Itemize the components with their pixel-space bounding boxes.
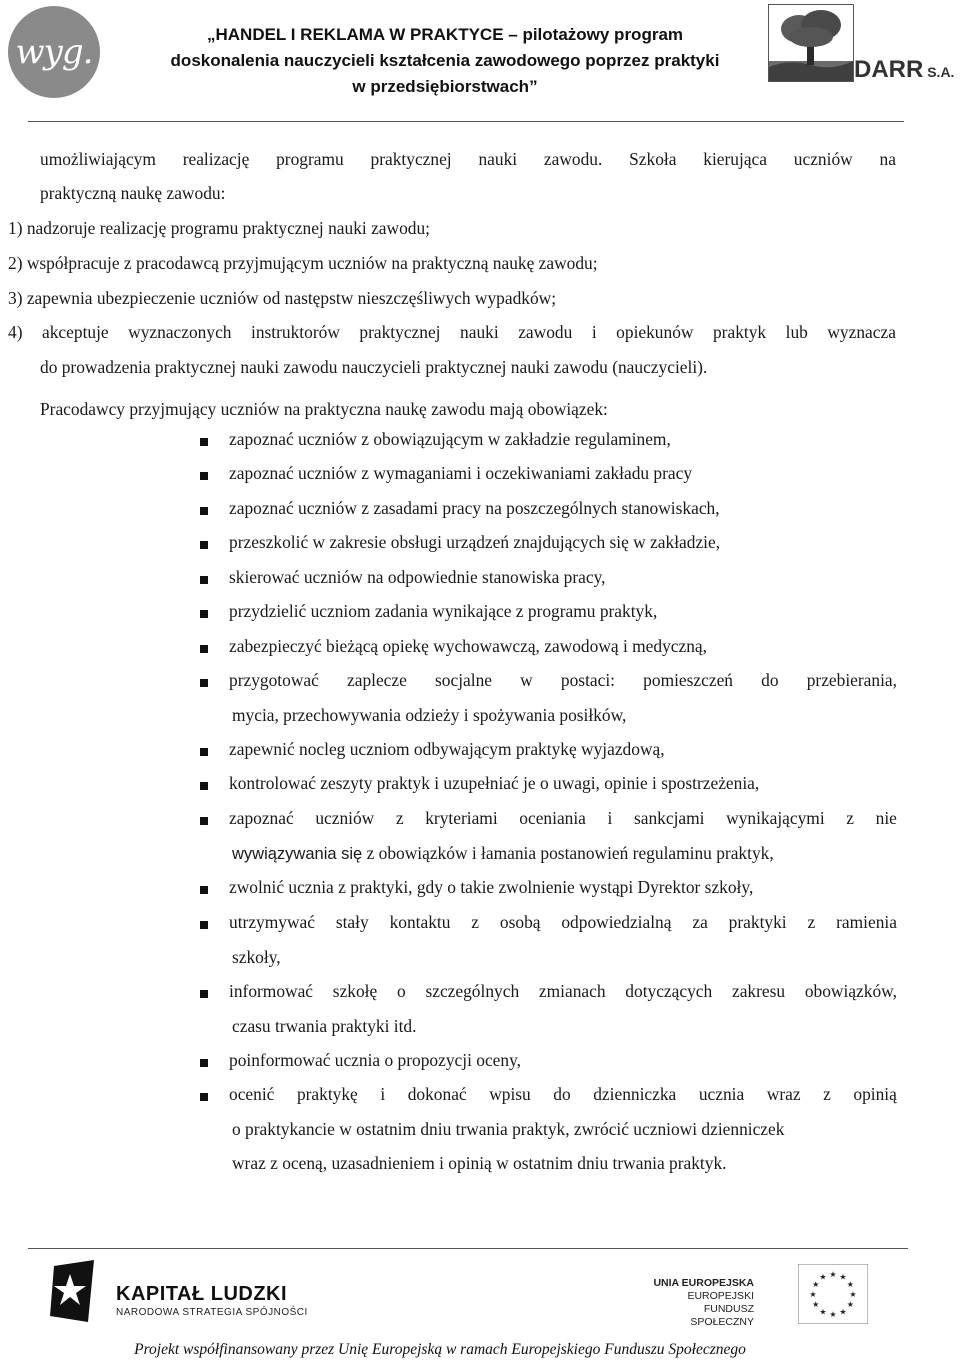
word: informować xyxy=(229,981,314,1001)
bullet-icon xyxy=(200,748,208,756)
header-title-line-2: doskonalenia nauczycieli kształcenia zawodowego poprzez praktyki xyxy=(170,51,720,70)
word: praktyki xyxy=(728,912,787,932)
word: praktycznej xyxy=(370,149,452,169)
bullet-icon xyxy=(200,1059,208,1067)
obligation-item-cont: mycia, przechowywania odzieży i spożywania posiłków, xyxy=(232,704,627,725)
word: i xyxy=(591,322,597,342)
bullet-icon xyxy=(200,610,208,618)
bullet-icon xyxy=(200,507,208,515)
obligation-item: poinformować ucznia o propozycji oceny, xyxy=(229,1050,521,1070)
word: wyznaczonych xyxy=(128,322,232,342)
word: wpisu xyxy=(489,1084,531,1104)
numbered-item-3: 3) zapewnia ubezpieczenie uczniów od następstw nieszczęśliwych wypadków; xyxy=(8,288,557,308)
eu-star-icon: ★ xyxy=(809,1290,817,1299)
word: lub xyxy=(785,322,808,342)
eu-star-icon: ★ xyxy=(829,1310,837,1319)
word: przygotować xyxy=(229,670,319,690)
eu-star-icon: ★ xyxy=(846,1300,854,1309)
word: i xyxy=(380,1084,386,1104)
word: wyznacza xyxy=(827,322,896,342)
word: akceptuje xyxy=(42,322,109,342)
obligation-item-cont: wraz z oceną, uzasadnieniem i opinią w ostatnim dniu trwania praktyk. xyxy=(232,1153,727,1173)
obligation-item xyxy=(229,981,897,1002)
footer-divider xyxy=(28,1248,908,1249)
word: wraz xyxy=(766,1084,801,1104)
word: socjalne xyxy=(435,670,492,690)
eu-star-icon: ★ xyxy=(839,1272,847,1282)
word: opiekunów xyxy=(616,322,694,342)
paragraph-line xyxy=(40,149,896,170)
word: dzienniczka xyxy=(593,1084,677,1104)
obligation-item: skierować uczniów na odpowiednie stanowiska pracy, xyxy=(229,567,606,587)
word: praktykę xyxy=(296,1084,358,1104)
word: nie xyxy=(875,808,897,828)
footer-note: Projekt współfinansowany przez Unię Europejską w ramach Europejskiego Funduszu Społecznego xyxy=(134,1341,746,1358)
word: zawodu. xyxy=(543,149,603,169)
word: zmianach xyxy=(538,981,606,1001)
obligation-item: przeszkolić w zakresie obsługi urządzeń znajdujących się w zakładzie, xyxy=(229,532,721,552)
darr-logo xyxy=(768,4,958,84)
word: obowiązków, xyxy=(804,981,897,1001)
eu-flag-icon xyxy=(798,1264,868,1324)
word: 4) xyxy=(8,322,23,342)
word: przebierania, xyxy=(806,670,897,690)
eu-star-icon: ★ xyxy=(839,1307,847,1317)
kapital-ludzki-star-icon xyxy=(48,1256,102,1328)
obligation-item: zapoznać uczniów z obowiązującym w zakładzie regulaminem, xyxy=(229,429,671,449)
obligation-item: przydzielić uczniom zadania wynikające z programu praktyk, xyxy=(229,601,658,621)
eu-star-icon: ★ xyxy=(846,1280,854,1289)
word: praktyk xyxy=(712,322,767,342)
word: uczniów xyxy=(315,808,375,828)
obligation-item: zabezpieczyć bieżącą opiekę wychowawczą, zawodową i medyczną, xyxy=(229,636,707,656)
eu-label-line-3: FUNDUSZ SPOŁECZNY xyxy=(690,1303,754,1328)
kapital-ludzki-title: KAPITAŁ LUDZKI xyxy=(116,1283,288,1305)
obligations-intro: Pracodawcy przyjmujący uczniów na praktyczna naukę zawodu mają obowiązek: xyxy=(40,399,608,419)
bullet-icon xyxy=(200,817,208,825)
obligation-item: zwolnić ucznia z praktyki, gdy o takie zwolnienie wystąpi Dyrektor szkoły, xyxy=(229,877,754,897)
obligation-item xyxy=(229,670,897,691)
bullet-icon xyxy=(200,1093,208,1101)
word: nauki xyxy=(478,149,518,169)
word: z xyxy=(807,912,816,932)
obligation-item-cont: czasu trwania praktyki itd. xyxy=(232,1015,417,1036)
word: realizację xyxy=(182,149,250,169)
word: zawodu xyxy=(518,322,573,342)
word: i xyxy=(607,808,613,828)
word: dokonać xyxy=(407,1084,467,1104)
word: postaci: xyxy=(560,670,615,690)
word: instruktorów xyxy=(251,322,340,342)
word: zapoznać xyxy=(229,808,294,828)
word: szczególnych xyxy=(425,981,520,1001)
obligation-item: zapoznać uczniów z zasadami pracy na poszczególnych stanowiskach, xyxy=(229,498,720,518)
word: zaplecze xyxy=(347,670,407,690)
bullet-icon xyxy=(200,782,208,790)
bullet-icon xyxy=(200,921,208,929)
word: zakresu xyxy=(731,981,786,1001)
word: z xyxy=(823,1084,831,1104)
word: ucznia xyxy=(698,1084,745,1104)
kapital-ludzki-subtitle: NARODOWA STRATEGIA SPÓJNOŚCI xyxy=(116,1307,308,1318)
word: w xyxy=(520,670,533,690)
word: sankcjami xyxy=(634,808,705,828)
eu-star-icon: ★ xyxy=(812,1300,820,1309)
word: za xyxy=(692,912,708,932)
word: dotyczących xyxy=(625,981,713,1001)
eu-star-icon: ★ xyxy=(819,1272,827,1282)
obligation-item xyxy=(229,912,897,933)
word: pomieszczeń xyxy=(643,670,733,690)
word: z xyxy=(846,808,855,828)
word: oceniania xyxy=(519,808,586,828)
word: programu xyxy=(276,149,344,169)
numbered-item-4 xyxy=(8,322,896,343)
obligation-item: zapewnić nocleg uczniom odbywającym praktykę wyjazdową, xyxy=(229,739,665,759)
word: ramienia xyxy=(836,912,897,932)
word: wynikającymi xyxy=(726,808,825,828)
word: szkołę xyxy=(332,981,378,1001)
darr-logo-text: DARR S.A. xyxy=(854,56,955,83)
eu-label-line-1: UNIA EUROPEJSKA xyxy=(653,1277,754,1289)
word: stały xyxy=(335,912,369,932)
word: do xyxy=(761,670,779,690)
obligation-item-cont: szkoły, xyxy=(232,946,281,967)
word: ocenić xyxy=(229,1084,275,1104)
word: na xyxy=(879,149,896,169)
obligation-item-cont: wywiązywania się z obowiązków i łamania postanowień regulaminu praktyk, xyxy=(232,842,774,863)
numbered-item-1: 1) nadzoruje realizację programu praktycznej nauki zawodu; xyxy=(8,218,431,238)
bullet-icon xyxy=(200,438,208,446)
inline-text: wywiązywania się xyxy=(232,844,363,863)
bullet-icon xyxy=(200,472,208,480)
eu-star-icon: ★ xyxy=(849,1290,857,1299)
page-header xyxy=(0,0,960,122)
obligation-item xyxy=(229,1084,897,1105)
header-divider xyxy=(28,121,904,122)
paragraph-line: praktyczną naukę zawodu: xyxy=(40,183,226,203)
obligation-item xyxy=(229,808,897,829)
obligation-item-cont: o praktykancie w ostatnim dniu trwania praktyk, zwrócić uczniowi dzienniczek xyxy=(232,1118,785,1139)
bullet-icon xyxy=(200,990,208,998)
numbered-item-4-cont: do prowadzenia praktycznej nauki zawodu nauczycieli praktycznej nauki zawodu (nauczycieli). xyxy=(40,357,708,377)
word: opinią xyxy=(853,1084,897,1104)
word: z xyxy=(395,808,404,828)
word: z xyxy=(471,912,480,932)
word: nauki xyxy=(460,322,499,342)
bullet-icon xyxy=(200,541,208,549)
eu-star-icon: ★ xyxy=(812,1280,820,1289)
word: odpowiedzialną xyxy=(561,912,672,932)
header-title xyxy=(120,22,770,100)
eu-star-icon: ★ xyxy=(819,1307,827,1317)
word: uczniów xyxy=(793,149,853,169)
obligation-item: zapoznać uczniów z wymaganiami i oczekiwaniami zakładu pracy xyxy=(229,463,693,483)
word: kryteriami xyxy=(425,808,498,828)
bullet-icon xyxy=(200,886,208,894)
eu-label-line-2: EUROPEJSKI xyxy=(687,1290,754,1302)
bullet-icon xyxy=(200,679,208,687)
header-title-line-3: w przedsiębiorstwach” xyxy=(352,77,538,96)
word: kontaktu xyxy=(389,912,451,932)
word: praktycznej xyxy=(359,322,441,342)
obligation-item: kontrolować zeszyty praktyk i uzupełniać je o uwagi, opinie i spostrzeżenia, xyxy=(229,773,760,793)
darr-tree-icon xyxy=(768,4,854,82)
word: kierująca xyxy=(703,149,767,169)
eu-label xyxy=(640,1277,754,1329)
wyg-logo: wyg. xyxy=(8,6,100,98)
bullet-icon xyxy=(200,645,208,653)
numbered-item-2: 2) współpracuje z pracodawcą przyjmującym uczniów na praktyczną naukę zawodu; xyxy=(8,253,598,273)
eu-star-icon: ★ xyxy=(829,1270,837,1279)
word: utrzymywać xyxy=(229,912,315,932)
word: osobą xyxy=(499,912,541,932)
word: umożliwiającym xyxy=(40,149,156,169)
word: o xyxy=(397,981,406,1001)
header-title-line-1: „HANDEL I REKLAMA W PRAKTYCE – pilotażowy program xyxy=(206,25,684,44)
bullet-icon xyxy=(200,576,208,584)
word: Szkoła xyxy=(629,149,677,169)
word: do xyxy=(553,1084,571,1104)
